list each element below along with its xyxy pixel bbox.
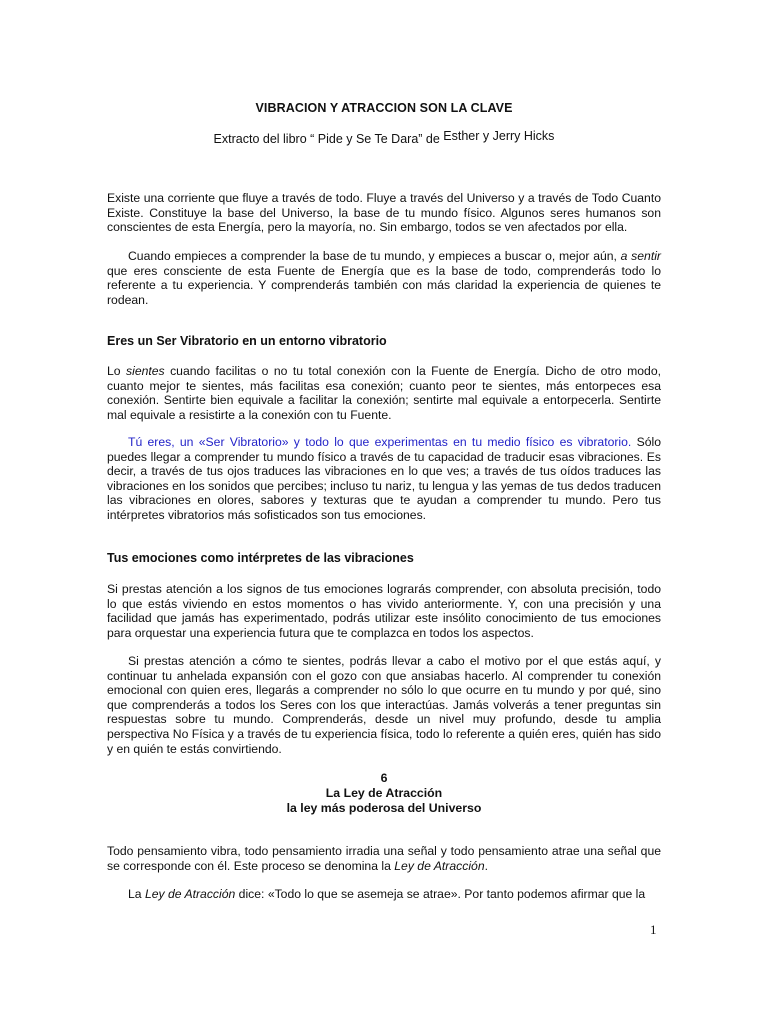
chapter-title: La Ley de Atracción <box>325 785 443 800</box>
paragraph-text: Si prestas atención a los signos de tus emociones lograrás comprender, con absoluta precisión, todo lo que estás viviendo en estos momentos o has vivido anteriormente. Y, con una precisión y una facilidad que jamás has experimentado, podrás utilizar este insólito conocimiento de tus emociones para orquestar una experiencia futura que te complazca en todos los aspectos. <box>107 582 661 640</box>
chapter-heading <box>0 771 768 815</box>
text-run: La <box>128 887 145 901</box>
subtitle-source: Extracto del libro “ Pide y Se Te Dara” de <box>213 132 444 146</box>
section1-paragraph-2 <box>107 435 661 523</box>
text-run: dice: «Todo lo que se asemeja se atrae». Por tanto podemos afirmar que la <box>235 887 646 901</box>
text-run: . <box>484 858 488 873</box>
italic-run: Ley de Atracción <box>144 887 236 901</box>
page-title: VIBRACION Y ATRACCION SON LA CLAVE <box>255 101 513 115</box>
section2-paragraph-2 <box>107 654 661 756</box>
section-heading-emotions: Tus emociones como intérpretes de las vibraciones <box>107 551 414 565</box>
italic-run: Ley de Atracción <box>394 858 485 873</box>
intro-paragraph-2 <box>107 249 661 307</box>
section-heading-vibratory-being: Eres un Ser Vibratorio en un entorno vibratorio <box>107 334 387 348</box>
paragraph-text <box>107 887 661 902</box>
chapter-number: 6 <box>380 771 388 785</box>
section3-paragraph-2 <box>107 887 661 902</box>
paragraph-text: Si prestas atención a cómo te sientes, podrás llevar a cabo el motivo por el que estás aquí, y continuar tu anhelada expansión con el gozo con que ansiabas hacerlo. Al comprender tu conexión emocional con quien eres, llegarás a comprender no sólo lo que ocurre en tu mundo y por qué, sino que comprenderás a todos los Seres con los que interactúas. Jamás volverás a tener preguntas sin respuestas sobre tu mundo. Comprenderás, desde un nivel muy profundo, desde tu amplia perspectiva No Física y a través de tu experiencia física, todo lo referente a quién eres, quién has sido y en quién te estás convirtiendo. <box>107 654 661 756</box>
italic-run: a sentir <box>620 249 661 263</box>
text-run: Todo pensamiento vibra, todo pensamiento irradia una señal y todo pensamiento atrae una señal que se corresponde con él. Este proceso se denomina la <box>107 844 661 873</box>
intro-paragraph-1 <box>107 191 661 235</box>
text-run: que eres consciente de esta Fuente de Energía que es la base de todo, comprenderás todo lo referente a tu experiencia. Y comprenderás también con más claridad la experiencia de quienes te rodean. <box>107 263 661 307</box>
section1-paragraph-1 <box>107 364 661 422</box>
paragraph-text: Existe una corriente que fluye a través de todo. Fluye a través del Universo y a través de Todo Cuanto Existe. Constituye la base del Universo, la base de tu mundo físico. Algunos seres humanos son conscientes de esta Energía, pero la mayoría, no. Sin embargo, todos se ven afectados por ella. <box>107 191 661 235</box>
text-run: Lo <box>107 364 127 378</box>
paragraph-text <box>107 364 661 422</box>
italic-run: sientes <box>126 364 165 378</box>
paragraph-text <box>107 249 661 307</box>
text-run: Cuando empieces a comprender la base de tu mundo, y empieces a buscar o, mejor aún, <box>128 249 621 263</box>
paragraph-text <box>107 844 661 873</box>
section2-paragraph-1 <box>107 582 661 640</box>
text-run: cuando facilitas o no tu total conexión con la Fuente de Energía. Dicho de otro modo, cuanto mejor te sientes, más facilitas esa conexión; cuanto peor te sientes, más entorpeces esa conexión. Sentirte bien equivale a facilitar la conexión; sentirte mal equivale a entorpecerla. Sentirte mal equivale a resistirte a la conexión con tu Fuente. <box>107 364 661 422</box>
section3-paragraph-1 <box>107 844 661 873</box>
chapter-subtitle: la ley más poderosa del Universo <box>286 800 482 815</box>
paragraph-text <box>107 435 661 523</box>
subtitle-authors: Esther y Jerry Hicks <box>443 129 555 143</box>
page-subtitle <box>0 129 768 146</box>
page-number: 1 <box>650 922 657 937</box>
text-run: Sólo puedes llegar a comprender tu mundo físico a través de tu capacidad de traducir esas vibraciones. Es decir, a través de tus ojos traduces las vibraciones en lo que ves; a través de tus oídos traduces las vibraciones en los sonidos que percibes; incluso tu nariz, tu lengua y las yemas de tus dedos traducen las vibraciones en olores, sabores y texturas que te ayudan a comprender tu mundo. Pero tus intérpretes vibratorios más sofisticados son tus emociones. <box>107 435 662 522</box>
highlighted-text: Tú eres, un «Ser Vibratorio» y todo lo que experimentas en tu medio físico es vibratorio. <box>128 435 632 449</box>
